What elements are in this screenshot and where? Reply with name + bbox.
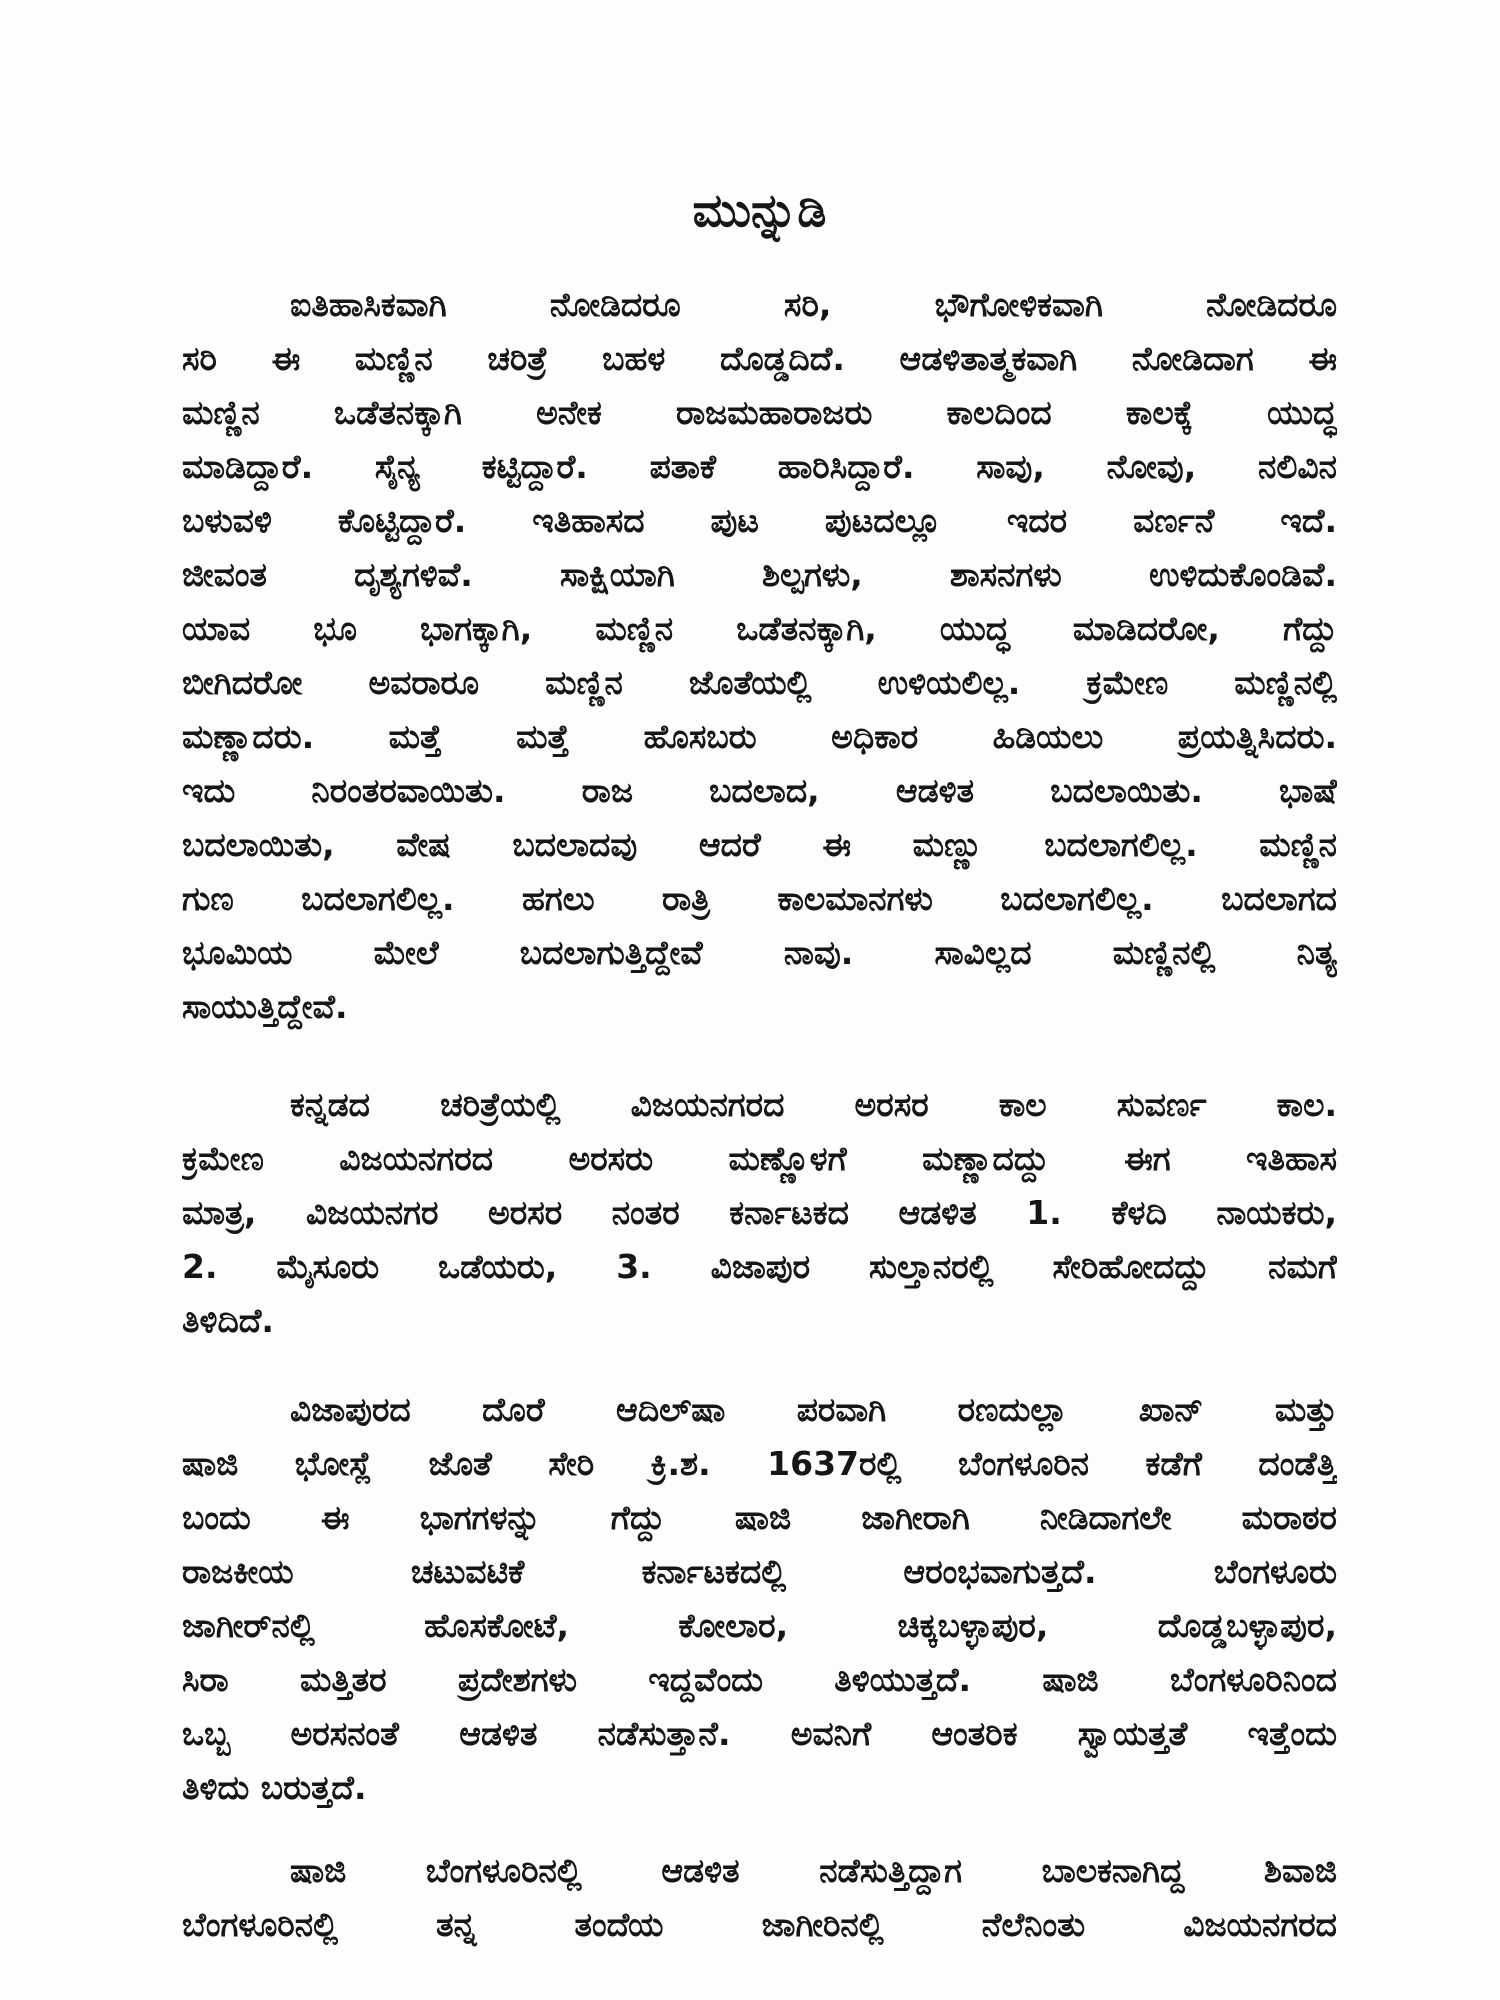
paragraph-line: ಒಬ್ಬ ಅರಸನಂತೆ ಆಡಳಿತ ನಡೆಸುತ್ತಾನೆ. ಅವನಿಗೆ ಆಂತರಿಕ ಸ್ವಾಯತ್ತತೆ ಇತ್ತೆಂದು xyxy=(182,1714,1337,1753)
paragraph-line: ಜೀವಂತ ದೃಶ್ಯಗಳಿವೆ. ಸಾಕ್ಷಿಯಾಗಿ ಶಿಲ್ಪಗಳು, ಶಾಸನಗಳು ಉಳಿದುಕೊಂಡಿವೆ. xyxy=(182,555,1337,594)
paragraph-line: ಬೆಂಗಳೂರಿನಲ್ಲಿ ತನ್ನ ತಂದೆಯ ಜಾಗೀರಿನಲ್ಲಿ ನೆಲೆನಿಂತು ವಿಜಯನಗರದ xyxy=(182,1905,1337,1944)
paragraph-line: ಮಾಡಿದ್ದಾರೆ. ಸೈನ್ಯ ಕಟ್ಟಿದ್ದಾರೆ. ಪತಾಕೆ ಹಾರಿಸಿದ್ದಾರೆ. ಸಾವು, ನೋವು, ನಲಿವಿನ xyxy=(182,447,1337,486)
paragraph-1 xyxy=(182,278,1337,1034)
page-title: ಮುನ್ನುಡಿ xyxy=(692,183,827,237)
paragraph-line: ಷಾಜಿ ಬೆಂಗಳೂರಿನಲ್ಲಿ ಆಡಳಿತ ನಡೆಸುತ್ತಿದ್ದಾಗ ಬಾಲಕನಾಗಿದ್ದ ಶಿವಾಜಿ xyxy=(290,1851,1337,1890)
paragraph-line: ವಿಜಾಪುರದ ದೊರೆ ಆದಿಲ್‌ಷಾ ಪರವಾಗಿ ರಣದುಲ್ಲಾ ಖಾನ್ ಮತ್ತು xyxy=(290,1390,1337,1429)
paragraph-line: ಜಾಗೀರ್‌ನಲ್ಲಿ ಹೊಸಕೋಟೆ, ಕೋಲಾರ, ಚಿಕ್ಕಬಳ್ಳಾಪುರ, ದೊಡ್ಡಬಳ್ಳಾಪುರ, xyxy=(182,1606,1337,1645)
paragraph-line: ಇದು ನಿರಂತರವಾಯಿತು. ರಾಜ ಬದಲಾದ, ಆಡಳಿತ ಬದಲಾಯಿತು. ಭಾಷೆ xyxy=(182,771,1337,810)
paragraph-line: ಐತಿಹಾಸಿಕವಾಗಿ ನೋಡಿದರೂ ಸರಿ, ಭೌಗೋಳಿಕವಾಗಿ ನೋಡಿದರೂ xyxy=(290,285,1337,324)
paragraph-line: ತಿಳಿದಿದೆ. xyxy=(182,1301,274,1340)
paragraph-line: ಬಳುವಳಿ ಕೊಟ್ಟಿದ್ದಾರೆ. ಇತಿಹಾಸದ ಪುಟ ಪುಟದಲ್ಲೂ ಇದರ ವರ್ಣನೆ ಇದೆ. xyxy=(182,501,1337,540)
paragraph-line: ಷಾಜಿ ಭೋಸ್ಲೆ ಜೊತೆ ಸೇರಿ ಕ್ರಿ.ಶ. 1637ರಲ್ಲಿ ಬೆಂಗಳೂರಿನ ಕಡೆಗೆ ದಂಡೆತ್ತಿ xyxy=(182,1444,1337,1483)
paragraph-line: 2. ಮೈಸೂರು ಒಡೆಯರು, 3. ವಿಜಾಪುರ ಸುಲ್ತಾನರಲ್ಲಿ ಸೇರಿಹೋದದ್ದು ನಮಗೆ xyxy=(182,1247,1337,1286)
paragraph-line: ಮಣ್ಣಿನ ಒಡೆತನಕ್ಕಾಗಿ ಅನೇಕ ರಾಜಮಹಾರಾಜರು ಕಾಲದಿಂದ ಕಾಲಕ್ಕೆ ಯುದ್ಧ xyxy=(182,393,1337,432)
paragraph-line: ತಿಳಿದು ಬರುತ್ತದೆ. xyxy=(182,1768,367,1807)
paragraph-line: ರಾಜಕೀಯ ಚಟುವಟಿಕೆ ಕರ್ನಾಟಕದಲ್ಲಿ ಆರಂಭವಾಗುತ್ತದೆ. ಬೆಂಗಳೂರು xyxy=(182,1552,1337,1591)
paragraph-line: ಸರಿ ಈ ಮಣ್ಣಿನ ಚರಿತ್ರೆ ಬಹಳ ದೊಡ್ಡದಿದೆ. ಆಡಳಿತಾತ್ಮಕವಾಗಿ ನೋಡಿದಾಗ ಈ xyxy=(182,339,1337,378)
paragraph-line: ಬೀಗಿದರೋ ಅವರಾರೂ ಮಣ್ಣಿನ ಜೊತೆಯಲ್ಲಿ ಉಳಿಯಲಿಲ್ಲ. ಕ್ರಮೇಣ ಮಣ್ಣಿನಲ್ಲಿ xyxy=(182,663,1337,702)
paragraph-line: ಸಿರಾ ಮತ್ತಿತರ ಪ್ರದೇಶಗಳು ಇದ್ದವೆಂದು ತಿಳಿಯುತ್ತದೆ. ಷಾಜಿ ಬೆಂಗಳೂರಿನಿಂದ xyxy=(182,1660,1337,1699)
paragraph-line: ಯಾವ ಭೂ ಭಾಗಕ್ಕಾಗಿ, ಮಣ್ಣಿನ ಒಡೆತನಕ್ಕಾಗಿ, ಯುದ್ಧ ಮಾಡಿದರೋ, ಗೆದ್ದು xyxy=(182,609,1337,648)
paragraph-3 xyxy=(182,1383,1337,1815)
paragraph-line: ಗುಣ ಬದಲಾಗಲಿಲ್ಲ. ಹಗಲು ರಾತ್ರಿ ಕಾಲಮಾನಗಳು ಬದಲಾಗಲಿಲ್ಲ. ಬದಲಾಗದ xyxy=(182,879,1337,918)
paragraph-line: ಕನ್ನಡದ ಚರಿತ್ರೆಯಲ್ಲಿ ವಿಜಯನಗರದ ಅರಸರ ಕಾಲ ಸುವರ್ಣ ಕಾಲ. xyxy=(290,1085,1337,1124)
paragraph-4 xyxy=(182,1844,1337,1952)
paragraph-line: ಬದಲಾಯಿತು, ವೇಷ ಬದಲಾದವು ಆದರೆ ಈ ಮಣ್ಣು ಬದಲಾಗಲಿಲ್ಲ. ಮಣ್ಣಿನ xyxy=(182,825,1337,864)
paragraph-line: ಭೂಮಿಯ ಮೇಲೆ ಬದಲಾಗುತ್ತಿದ್ದೇವೆ ನಾವು. ಸಾವಿಲ್ಲದ ಮಣ್ಣಿನಲ್ಲಿ ನಿತ್ಯ xyxy=(182,933,1337,972)
paragraph-line: ಮಣ್ಣಾದರು. ಮತ್ತೆ ಮತ್ತೆ ಹೊಸಬರು ಅಧಿಕಾರ ಹಿಡಿಯಲು ಪ್ರಯತ್ನಿಸಿದರು. xyxy=(182,717,1337,756)
paragraph-2 xyxy=(182,1078,1337,1348)
paragraph-line: ಸಾಯುತ್ತಿದ್ದೇವೆ. xyxy=(182,987,348,1026)
paragraph-line: ಮಾತ್ರ, ವಿಜಯನಗರ ಅರಸರ ನಂತರ ಕರ್ನಾಟಕದ ಆಡಳಿತ 1. ಕೆಳದಿ ನಾಯಕರು, xyxy=(182,1193,1337,1232)
paragraph-line: ಬಂದು ಈ ಭಾಗಗಳನ್ನು ಗೆದ್ದು ಷಾಜಿ ಜಾಗೀರಾಗಿ ನೀಡಿದಾಗಲೇ ಮರಾಠರ xyxy=(182,1498,1337,1537)
paragraph-line: ಕ್ರಮೇಣ ವಿಜಯನಗರದ ಅರಸರು ಮಣ್ಣೊಳಗೆ ಮಣ್ಣಾದದ್ದು ಈಗ ಇತಿಹಾಸ xyxy=(182,1139,1337,1178)
